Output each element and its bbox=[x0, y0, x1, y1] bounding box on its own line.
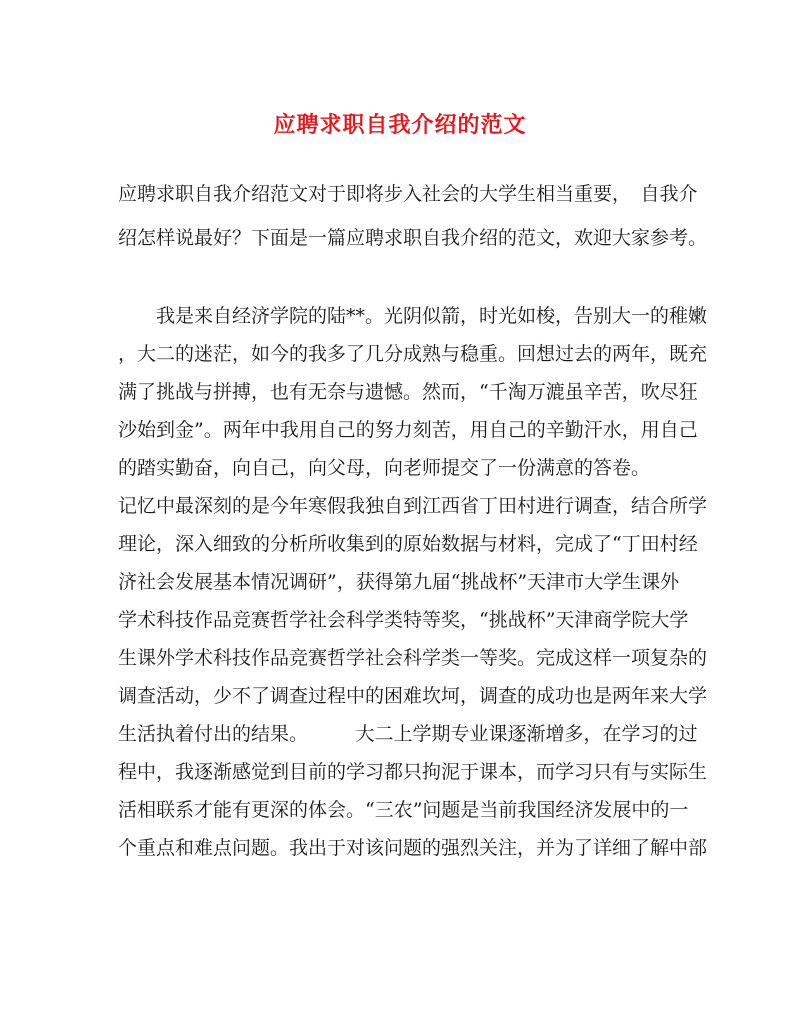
text-line-14: 生活执着付出的结果。 大二上学期专业课逐渐增多，在学习的过 bbox=[118, 723, 698, 745]
text-line-13: 调查活动，少不了调查过程中的困难坎坷，调查的成功也是两年来大学 bbox=[118, 685, 708, 707]
text-line-11: 学术科技作品竞赛哲学社会科学类特等奖，“挑战杯”天津商学院大学 bbox=[118, 609, 689, 631]
text-line-15: 程中，我逐渐感觉到目前的学习都只拘泥于课本，而学习只有与实际生 bbox=[118, 761, 708, 783]
text-line-6: 沙始到金”。两年中我用自己的努力刻苦，用自己的辛勤汗水，用自己 bbox=[118, 419, 698, 441]
text-line-10: 济社会发展基本情况调研”，获得第九届“挑战杯”天津市大学生课外 bbox=[118, 571, 680, 593]
text-line-1: 应聘求职自我介绍范文对于即将步入社会的大学生相当重要， 自我介 bbox=[118, 183, 698, 205]
text-line-5: 满了挑战与拼搏，也有无奈与遗憾。然而，“千淘万漉虽辛苦，吹尽狂 bbox=[118, 381, 698, 403]
text-line-9: 理论，深入细致的分析所收集到的原始数据与材料，完成了“丁田村经 bbox=[118, 533, 698, 555]
text-line-12: 生课外学术科技作品竞赛哲学社会科学类一等奖。完成这样一项复杂的 bbox=[118, 647, 708, 669]
text-line-3: 我是来自经济学院的陆**。光阴似箭，时光如梭，告别大一的稚嫩 bbox=[118, 305, 708, 327]
document-title: 应聘求职自我介绍的范文 bbox=[273, 112, 527, 138]
text-line-17: 个重点和难点问题。我出于对该问题的强烈关注，并为了详细了解中部 bbox=[118, 837, 708, 859]
text-line-2: 绍怎样说最好？下面是一篇应聘求职自我介绍的范文，欢迎大家参考。 bbox=[118, 227, 708, 249]
text-line-8: 记忆中最深刻的是今年寒假我独自到江西省丁田村进行调查，结合所学 bbox=[118, 495, 708, 517]
text-line-16: 活相联系才能有更深的体会。“三农”问题是当前我国经济发展中的一 bbox=[118, 799, 689, 821]
text-line-4: ，大二的迷茫，如今的我多了几分成熟与稳重。回想过去的两年，既充 bbox=[118, 343, 708, 365]
text-line-7: 的踏实勤奋，向自己，向父母，向老师提交了一份满意的答卷。 bbox=[118, 457, 651, 479]
